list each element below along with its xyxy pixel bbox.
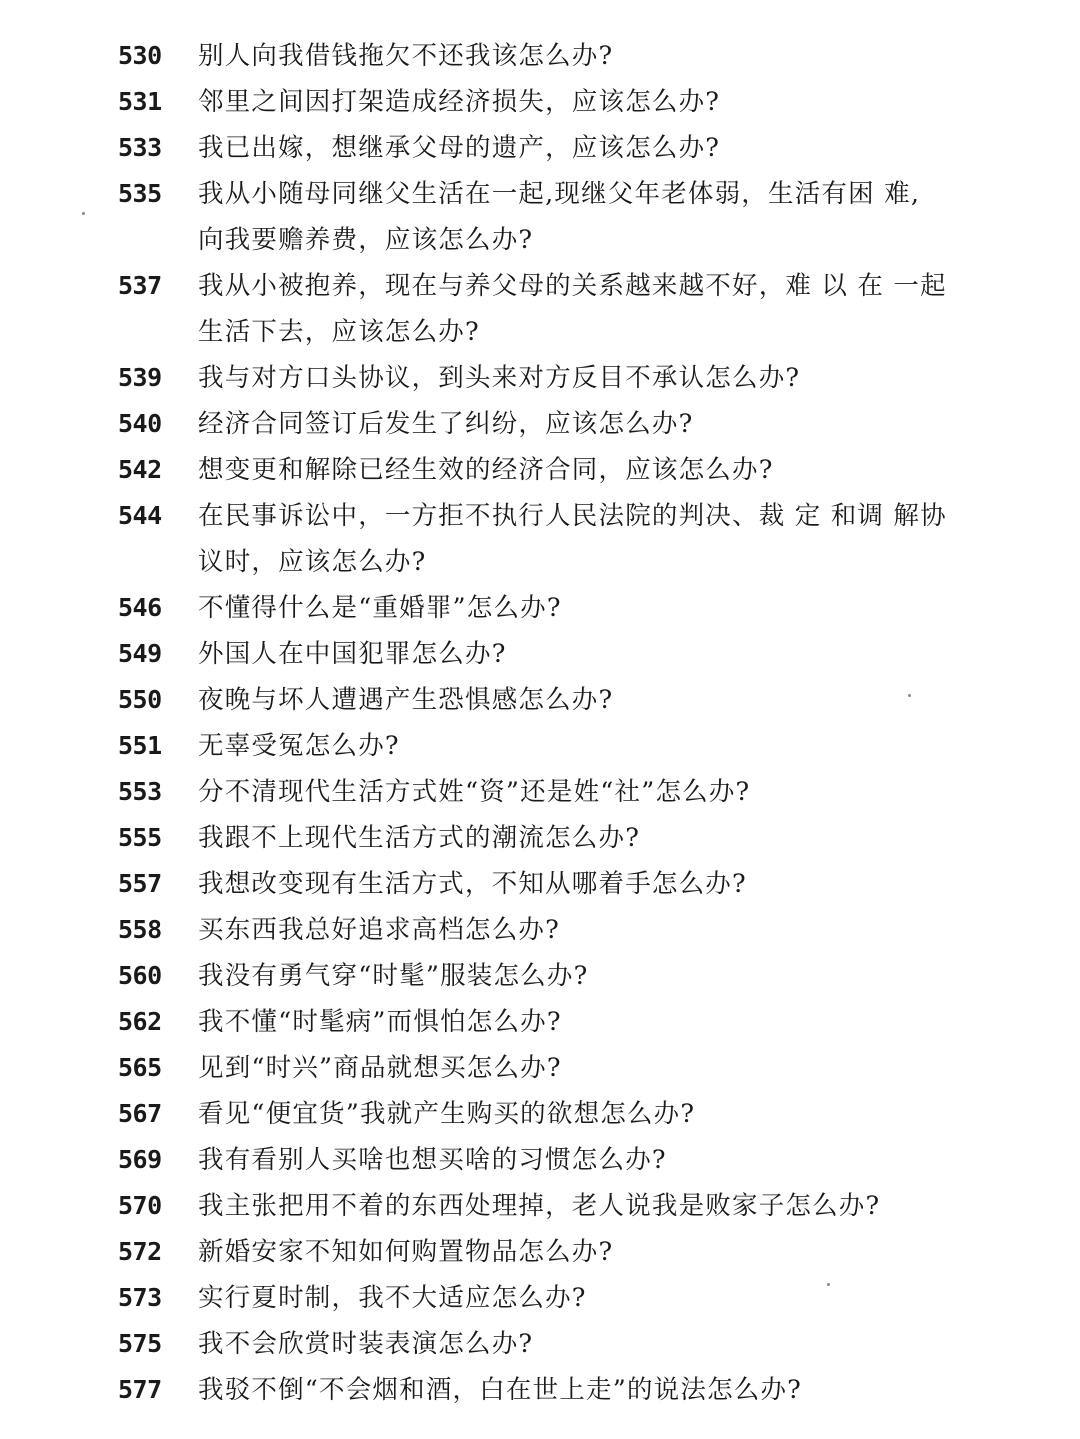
item-question — [198, 677, 1028, 723]
item-question — [198, 1183, 1028, 1229]
list-item — [0, 677, 1080, 723]
question-line: 夜晚与坏人遭遇产生恐惧感怎么办? — [198, 685, 614, 715]
item-number: 573 — [118, 1283, 162, 1312]
list-item — [0, 171, 1080, 263]
item-number: 567 — [118, 1099, 162, 1128]
item-number: 542 — [118, 455, 162, 484]
question-line: 不懂得什么是“重婚罪”怎么办? — [198, 593, 562, 623]
question-line: 生活下去，应该怎么办? — [198, 317, 480, 347]
list-item — [0, 125, 1080, 171]
question-line: 我从小被抱养，现在与养父母的关系越来越不好，难 以 在 一起 — [198, 271, 947, 301]
print-speck — [82, 212, 85, 215]
item-question — [198, 723, 1028, 769]
item-number: 577 — [118, 1375, 162, 1404]
item-question — [198, 171, 1028, 263]
question-line: 新婚安家不知如何购置物品怎么办? — [198, 1237, 614, 1267]
item-number: 546 — [118, 593, 162, 622]
item-question — [198, 999, 1028, 1045]
list-item — [0, 815, 1080, 861]
item-question — [198, 125, 1028, 171]
item-number: 537 — [118, 271, 162, 300]
item-number: 565 — [118, 1053, 162, 1082]
list-item — [0, 1229, 1080, 1275]
item-question — [198, 1321, 1028, 1367]
question-line: 我想改变现有生活方式，不知从哪着手怎么办? — [198, 869, 747, 899]
question-line: 别人向我借钱拖欠不还我该怎么办? — [198, 41, 614, 71]
question-line: 我没有勇气穿“时髦”服装怎么办? — [198, 961, 589, 991]
list-item — [0, 33, 1080, 79]
item-number: 572 — [118, 1237, 162, 1266]
item-question — [198, 1229, 1028, 1275]
item-question — [198, 815, 1028, 861]
question-line: 买东西我总好追求高档怎么办? — [198, 915, 560, 945]
question-line: 我从小随母同继父生活在一起,现继父年老体弱，生活有困 难, — [198, 179, 921, 209]
item-number: 558 — [118, 915, 162, 944]
question-line: 想变更和解除已经生效的经济合同，应该怎么办? — [198, 455, 774, 485]
item-question — [198, 1367, 1028, 1413]
list-item — [0, 1183, 1080, 1229]
question-line: 我跟不上现代生活方式的潮流怎么办? — [198, 823, 641, 853]
list-item — [0, 999, 1080, 1045]
item-number: 550 — [118, 685, 162, 714]
list-item — [0, 79, 1080, 125]
item-question — [198, 1091, 1028, 1137]
item-number: 560 — [118, 961, 162, 990]
item-number: 533 — [118, 133, 162, 162]
item-question — [198, 631, 1028, 677]
item-number: 544 — [118, 501, 162, 530]
item-question — [198, 1137, 1028, 1183]
list-item — [0, 953, 1080, 999]
item-number: 535 — [118, 179, 162, 208]
question-line: 议时，应该怎么办? — [198, 547, 427, 577]
item-question — [198, 355, 1028, 401]
item-number: 530 — [118, 41, 162, 70]
list-item — [0, 1045, 1080, 1091]
item-question — [198, 401, 1028, 447]
item-number: 539 — [118, 363, 162, 392]
question-line: 见到“时兴”商品就想买怎么办? — [198, 1053, 562, 1083]
item-question — [198, 263, 1028, 355]
item-number: 562 — [118, 1007, 162, 1036]
list-item — [0, 1137, 1080, 1183]
item-number: 569 — [118, 1145, 162, 1174]
item-number: 553 — [118, 777, 162, 806]
question-line: 分不清现代生活方式姓“资”还是姓“社”怎么办? — [198, 777, 751, 807]
question-line: 我已出嫁，想继承父母的遗产，应该怎么办? — [198, 133, 721, 163]
item-number: 570 — [118, 1191, 162, 1220]
list-item — [0, 1321, 1080, 1367]
list-item — [0, 263, 1080, 355]
question-line: 我与对方口头协议，到头来对方反目不承认怎么办? — [198, 363, 801, 393]
item-question — [198, 1045, 1028, 1091]
question-line: 邻里之间因打架造成经济损失，应该怎么办? — [198, 87, 721, 117]
list-item — [0, 723, 1080, 769]
list-item — [0, 355, 1080, 401]
list-item — [0, 1367, 1080, 1413]
list-item — [0, 861, 1080, 907]
item-number: 555 — [118, 823, 162, 852]
item-question — [198, 907, 1028, 953]
question-line: 无辜受冤怎么办? — [198, 731, 400, 761]
list-item — [0, 585, 1080, 631]
item-question — [198, 79, 1028, 125]
item-number: 551 — [118, 731, 162, 760]
item-number: 549 — [118, 639, 162, 668]
item-number: 575 — [118, 1329, 162, 1358]
list-item — [0, 447, 1080, 493]
question-line: 我不懂“时髦病”而惧怕怎么办? — [198, 1007, 562, 1037]
list-item — [0, 401, 1080, 447]
question-line: 在民事诉讼中，一方拒不执行人民法院的判决、裁 定 和调 解协 — [198, 501, 947, 531]
question-line: 向我要赡养费，应该怎么办? — [198, 225, 534, 255]
item-question — [198, 861, 1028, 907]
question-line: 我有看别人买啥也想买啥的习惯怎么办? — [198, 1145, 667, 1175]
item-question — [198, 447, 1028, 493]
print-speck — [908, 694, 911, 697]
list-item — [0, 631, 1080, 677]
item-question — [198, 1275, 1028, 1321]
question-line: 经济合同签订后发生了纠纷，应该怎么办? — [198, 409, 694, 439]
question-line: 我主张把用不着的东西处理掉，老人说我是败家子怎么办? — [198, 1191, 881, 1221]
item-number: 557 — [118, 869, 162, 898]
question-line: 看见“便宜货”我就产生购买的欲想怎么办? — [198, 1099, 696, 1129]
list-item — [0, 907, 1080, 953]
question-line: 实行夏时制，我不大适应怎么办? — [198, 1283, 587, 1313]
question-line: 我不会欣赏时装表演怎么办? — [198, 1329, 534, 1359]
item-question — [198, 769, 1028, 815]
item-question — [198, 33, 1028, 79]
print-speck — [827, 1283, 830, 1286]
question-line: 外国人在中国犯罪怎么办? — [198, 639, 507, 669]
question-line: 我驳不倒“不会烟和酒，白在世上走”的说法怎么办? — [198, 1375, 803, 1405]
item-number: 531 — [118, 87, 162, 116]
list-item — [0, 493, 1080, 585]
item-question — [198, 585, 1028, 631]
list-item — [0, 1091, 1080, 1137]
list-item — [0, 1275, 1080, 1321]
item-question — [198, 493, 1028, 585]
item-question — [198, 953, 1028, 999]
list-item — [0, 769, 1080, 815]
item-number: 540 — [118, 409, 162, 438]
